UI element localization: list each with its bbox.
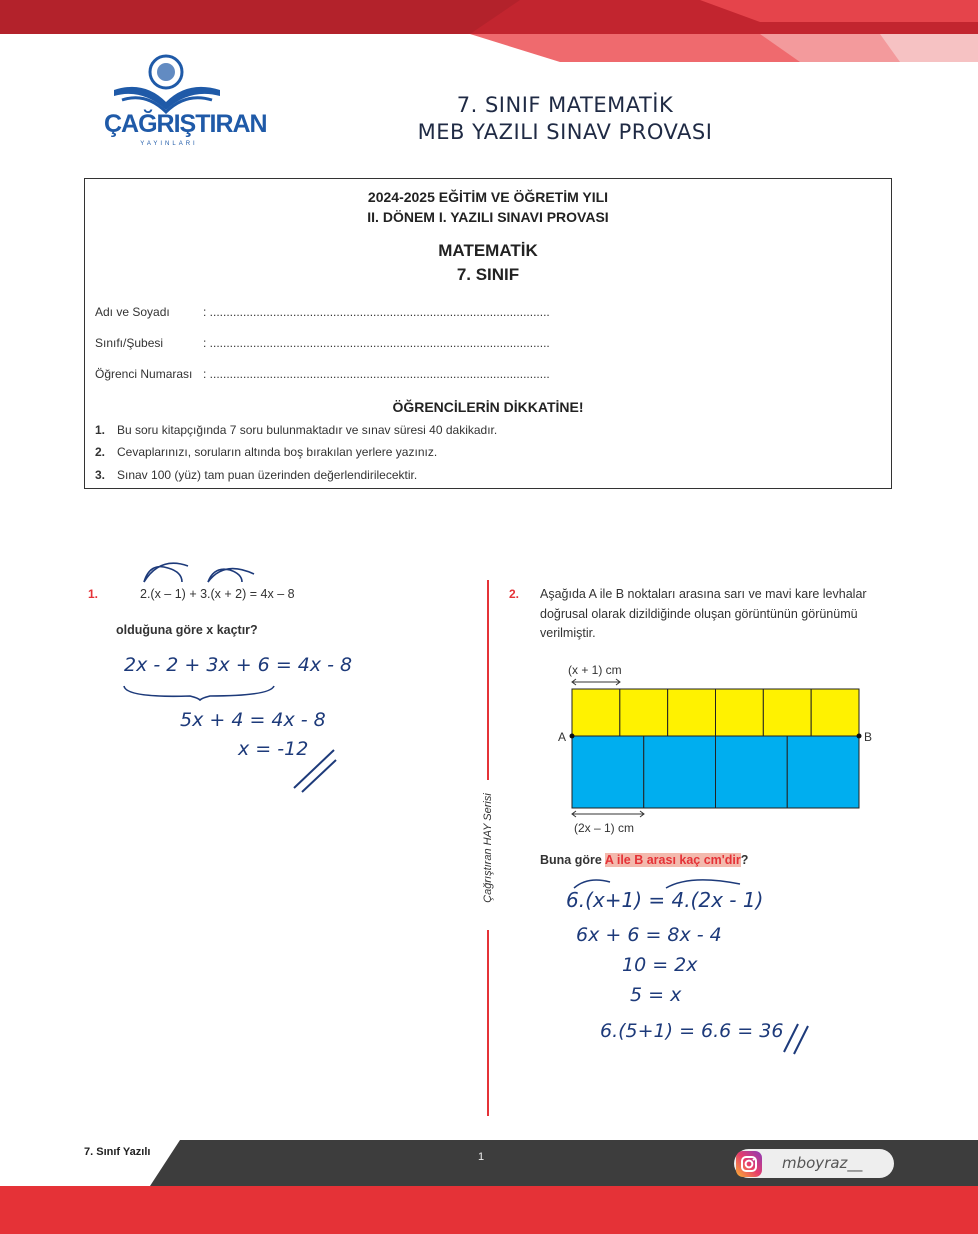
series-label-box (470, 780, 506, 920)
blue-tile (716, 736, 788, 808)
prompt-prefix: Buna göre (540, 853, 605, 867)
name-blank: : ...................................................................................................... (203, 305, 550, 319)
name-field[interactable] (95, 305, 550, 319)
question-2-prompt (540, 853, 748, 867)
yellow-tile (668, 689, 716, 736)
handwritten-step: 10 = 2x (622, 954, 698, 976)
handwritten-step: 2x - 2 + 3x + 6 = 4x - 8 (124, 654, 353, 676)
rule-text: Cevaplarınızı, soruların altında boş bırakılan yerlere yazınız. (117, 445, 438, 459)
class-field[interactable] (95, 336, 550, 350)
question-1-prompt: olduğuna göre x kaçtır? (116, 623, 258, 637)
bottom-dimension-label: (2x – 1) cm (574, 821, 635, 835)
instagram-icon (736, 1151, 762, 1177)
brace-mark (120, 682, 280, 702)
attention-heading: ÖĞRENCİLERİN DİKKATİNE! (392, 399, 584, 415)
point-a-label: A (558, 730, 567, 744)
rule-number: 1. (95, 423, 106, 437)
yellow-tile (572, 689, 620, 736)
rule-text: Sınav 100 (yüz) tam puan üzerinden değerlendirilecektir. (117, 468, 418, 482)
series-label: Çağrıştıran HAY Serisi (482, 793, 494, 903)
rule-item (95, 468, 417, 482)
class-blank: : ...................................................................................................... (203, 336, 550, 350)
brand-name: ÇAĞRIŞTIRAN (104, 110, 267, 138)
distribution-arrows-icon (138, 560, 263, 590)
blue-tile (644, 736, 716, 808)
distribution-arrows-icon (570, 874, 750, 890)
name-label: Adı ve Soyadı (95, 305, 170, 319)
question-1-number: 1. (88, 587, 99, 601)
academic-year: 2024-2025 EĞİTİM VE ÖĞRETİM YILI (367, 189, 609, 205)
tile-diagram (556, 660, 886, 840)
rule-number: 3. (95, 468, 106, 482)
question-2-number: 2. (509, 587, 520, 601)
handwritten-answer: x = -12 (238, 738, 309, 760)
blue-tile (787, 736, 859, 808)
yellow-tile (763, 689, 811, 736)
rule-item (95, 445, 437, 459)
class-label: Sınıfı/Şubesi (95, 336, 164, 350)
blue-tile (572, 736, 644, 808)
handwritten-step: 6x + 6 = 8x - 4 (576, 924, 722, 946)
student-number-label: Öğrenci Numarası (95, 367, 193, 381)
highlighted-phrase: A ile B arası kaç cm'dir (604, 853, 741, 867)
question-2-text: Aşağıda A ile B noktaları arasına sarı ve mavi kare levhalar doğrusal olarak dizildiğinde oluşan görüntünün görünümü verilmiştir. (540, 587, 867, 640)
tile-figure (556, 660, 886, 840)
brand-logo (104, 50, 267, 160)
page-number: 1 (478, 1151, 485, 1163)
top-dimension-label: (x + 1) cm (568, 663, 622, 677)
rule-number: 2. (95, 445, 106, 459)
grade-title: 7. SINIF (456, 265, 520, 284)
handwritten-step: 6.(x+1) = 4.(2x - 1) (566, 888, 764, 912)
yellow-tile (620, 689, 668, 736)
exam-term: II. DÖNEM I. YAZILI SINAVI PROVASI (367, 209, 609, 225)
document-title (300, 92, 830, 146)
brand-subtitle: YAYINLARI (140, 141, 198, 147)
social-handle: mboyraz__ (782, 1154, 863, 1172)
yellow-tile (811, 689, 859, 736)
title-line-2: MEB YAZILI SINAV PROVASI (417, 120, 713, 144)
footer-label: 7. Sınıf Yazılı (84, 1146, 151, 1158)
rule-text: Bu soru kitapçığında 7 soru bulunmaktadır ve sınav süresi 40 dakikadır. (117, 423, 498, 437)
student-number-blank: : ...................................................................................................... (203, 367, 550, 381)
handwritten-step: 5x + 4 = 4x - 8 (180, 709, 326, 731)
handwritten-answer: 6.(5+1) = 6.6 = 36 (600, 1020, 784, 1042)
answer-checkmark-icon (290, 746, 340, 794)
prompt-suffix: ? (740, 853, 749, 867)
subject-title: MATEMATİK (438, 241, 538, 260)
point-b-label: B (864, 730, 873, 744)
student-number-field[interactable] (95, 367, 550, 381)
question-1-expression: 2.(x – 1) + 3.(x + 2) = 4x – 8 (140, 587, 295, 601)
answer-checkmark-icon (780, 1020, 814, 1056)
exam-info-box (84, 178, 892, 489)
rule-item (95, 423, 497, 437)
yellow-tile (716, 689, 764, 736)
handwritten-step: 5 = x (630, 984, 682, 1006)
title-line-1: 7. SINIF MATEMATİK (456, 93, 674, 117)
